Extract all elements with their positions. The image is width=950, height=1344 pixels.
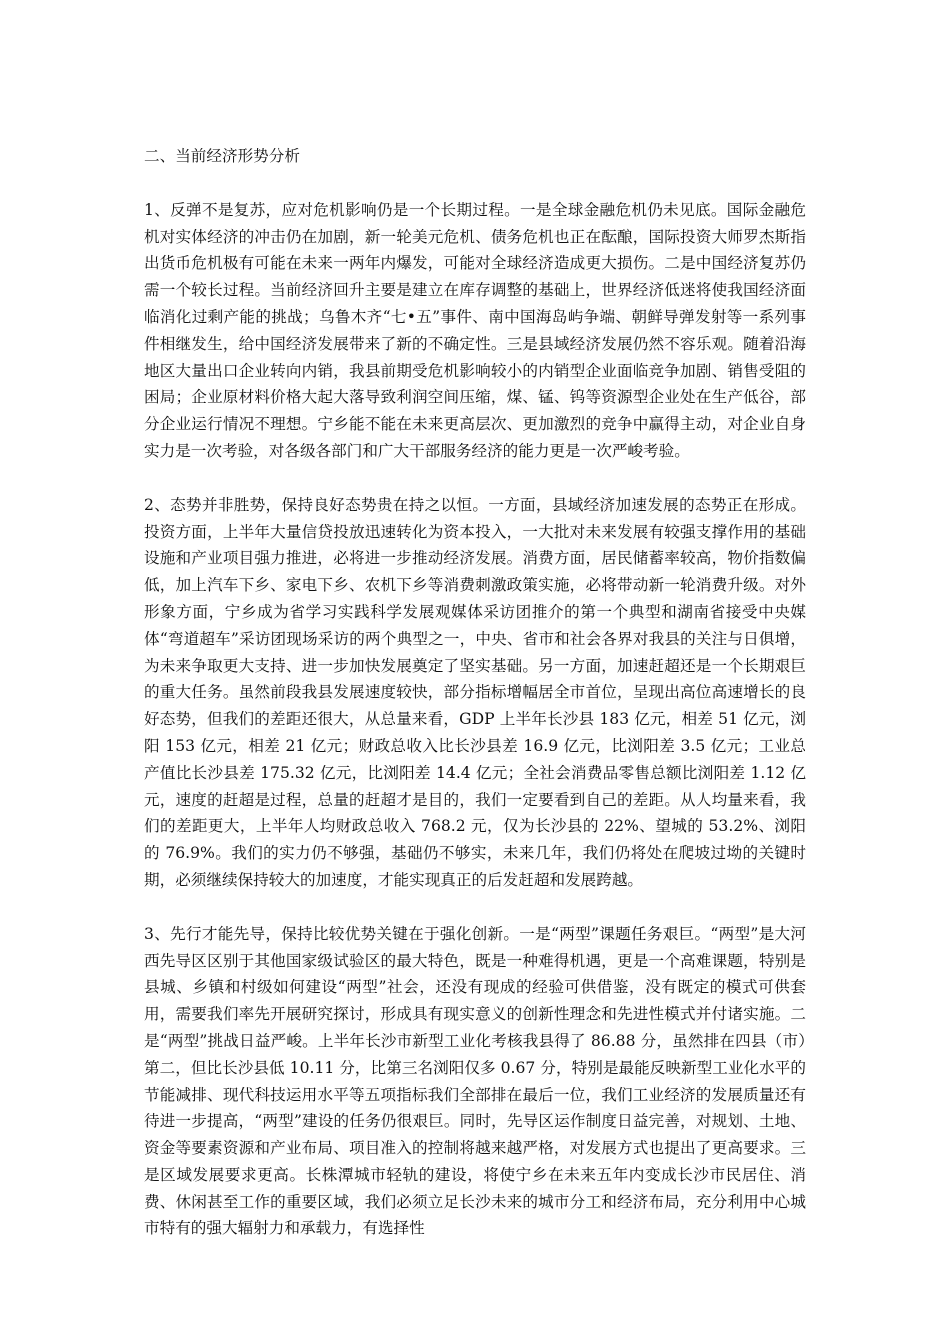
section-heading: 二、当前经济形势分析 xyxy=(144,147,300,165)
paragraph-3: 3、先行才能先导，保持比较优势关键在于强化创新。一是“两型”课题任务艰巨。“两型”是大河西先导区区别于其他国家级试验区的最大特色，既是一种难得机遇，更是一个高难课题，特别是县城、乡镇和村级如何建设“两型”社会，还没有现成的经验可供借鉴，没有既定的模式可供套用，需要我们率先开展研究探讨，形成具有现实意义的创新性理念和先进性模式并付诸实施。二是“两型”挑战日益严峻。上半年长沙市新型工业化考核我县得了 86.88 分，虽然排在四县（市）第二，但比长沙县低 10.11 分，比第三名浏阳仅多 0.67 分，特别是最能反映新型工业化水平的节能减排、现代科技运用水平等五项指标我们全部排在最后一位，我们工业经济的发展质量还有待进一步提高，“两型”建设的任务仍很艰巨。同时，先导区运作制度日益完善，对规划、土地、资金等要素资源和产业布局、项目准入的控制将越来越严格，对发展方式也提出了更高要求。三是区域发展要求更高。长株潭城市轻轨的建设，将使宁乡在未来五年内变成长沙市民居住、消费、休闲甚至工作的重要区域，我们必须立足长沙未来的城市分工和经济布局，充分利用中心城市特有的强大辐射力和承载力，有选择性 xyxy=(144,924,806,1238)
document-body xyxy=(144,143,806,1242)
paragraph-2: 2、态势并非胜势，保持良好态势贵在持之以恒。一方面，县域经济加速发展的态势正在形成。投资方面，上半年大量信贷投放迅速转化为资本投入，一大批对未来发展有较强支撑作用的基础设施和产业项目强力推进，必将进一步推动经济发展。消费方面，居民储蓄率较高，物价指数偏低，加上汽车下乡、家电下乡、农机下乡等消费刺激政策实施，必将带动新一轮消费升级。对外形象方面，宁乡成为省学习实践科学发展观媒体采访团推介的第一个典型和湖南省接受中央媒体“弯道超车”采访团现场采访的两个典型之一，中央、省市和社会各界对我县的关注与日俱增，为未来争取更大支持、进一步加快发展奠定了坚实基础。另一方面，加速赶超还是一个长期艰巨的重大任务。虽然前段我县发展速度较快，部分指标增幅居全市首位，呈现出高位高速增长的良好态势，但我们的差距还很大，从总量来看，GDP 上半年长沙县 183 亿元，相差 51 亿元，浏阳 153 亿元，相差 21 亿元；财政总收入比长沙县差 16.9 亿元，比浏阳差 3.5 亿元；工业总产值比长沙县差 175.32 亿元，比浏阳差 14.4 亿元；全社会消费品零售总额比浏阳差 1.12 亿元，速度的赶超是过程，总量的赶超才是目的，我们一定要看到自己的差距。从人均量来看，我们的差距更大，上半年人均财政总收入 768.2 元，仅为长沙县的 22%、望城的 53.2%、浏阳的 76.9%。我们的实力仍不够强，基础仍不够实，未来几年，我们仍将处在爬坡过坳的关键时期，必须继续保持较大的加速度，才能实现真正的后发赶超和发展跨越。 xyxy=(144,495,806,889)
paragraph-1: 1、反弹不是复苏，应对危机影响仍是一个长期过程。一是全球金融危机仍未见底。国际金融危机对实体经济的冲击仍在加剧，新一轮美元危机、债务危机也正在酝酿，国际投资大师罗杰斯指出货币危机极有可能在未来一两年内爆发，可能对全球经济造成更大损伤。二是中国经济复苏仍需一个较长过程。当前经济回升主要是建立在库存调整的基础上，世界经济低迷将使我国经济面临消化过剩产能的挑战；乌鲁木齐“七•五”事件、南中国海岛屿争端、朝鲜导弹发射等一系列事件相继发生，给中国经济发展带来了新的不确定性。三是县域经济发展仍然不容乐观。随着沿海地区大量出口企业转向内销，我县前期受危机影响较小的内销型企业面临竞争加剧、销售受阻的困局；企业原材料价格大起大落导致利润空间压缩，煤、锰、钨等资源型企业处在生产低谷，部分企业运行情况不理想。宁乡能不能在未来更高层次、更加激烈的竞争中赢得主动，对企业自身实力是一次考验，对各级各部门和广大干部服务经济的能力更是一次严峻考验。 xyxy=(144,200,806,460)
